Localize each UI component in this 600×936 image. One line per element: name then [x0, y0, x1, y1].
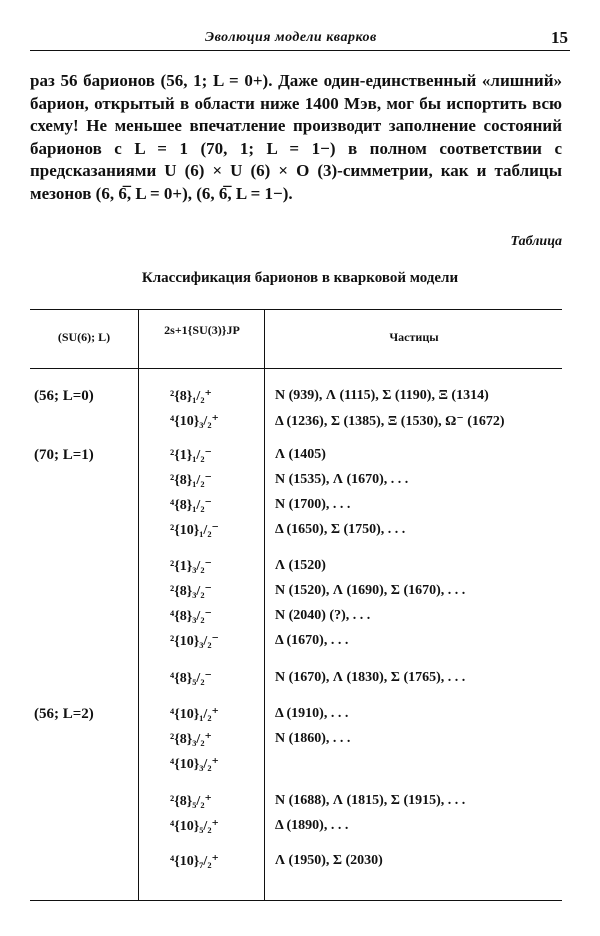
multiplet-cell: ²{1}₃/₂⁻ — [170, 559, 212, 574]
particles-cell: N (1700), . . . — [275, 497, 351, 512]
multiplet-cell: ²{8}₃/₂⁺ — [170, 732, 212, 747]
particles-cell: Δ (1670), . . . — [275, 633, 349, 648]
page-number: 15 — [551, 28, 568, 47]
table-column-divider-2 — [264, 309, 265, 901]
group-label: (70; L=1) — [34, 447, 94, 463]
multiplet-cell: ²{8}₅/₂⁺ — [170, 794, 212, 809]
particles-cell: N (1860), . . . — [275, 731, 351, 746]
table-bottom-rule — [30, 900, 562, 901]
particles-cell: Δ (1910), . . . — [275, 706, 349, 721]
particles-cell: N (2040) (?), . . . — [275, 608, 371, 623]
multiplet-cell: ²{10}₁/₂⁻ — [170, 523, 219, 538]
particles-cell: N (1670), Λ (1830), Σ (1765), . . . — [275, 670, 466, 685]
particles-cell: N (1688), Λ (1815), Σ (1915), . . . — [275, 793, 466, 808]
table-top-rule — [30, 309, 562, 310]
multiplet-cell: ⁴{10}₅/₂⁺ — [170, 819, 219, 834]
multiplet-cell: ²{8}₁/₂⁻ — [170, 473, 212, 488]
particles-cell: Δ (1236), Σ (1385), Ξ (1530), Ω⁻ (1672) — [275, 414, 505, 429]
particles-cell: N (1520), Λ (1690), Σ (1670), . . . — [275, 583, 466, 598]
multiplet-cell: ⁴{10}₁/₂⁺ — [170, 707, 219, 722]
group-label: (56; L=2) — [34, 706, 94, 722]
multiplet-cell: ⁴{8}₃/₂⁻ — [170, 609, 212, 624]
column-header-particles: Частицы — [389, 330, 439, 344]
particles-cell: Λ (1520) — [275, 558, 326, 573]
multiplet-cell: ²{8}₃/₂⁻ — [170, 584, 212, 599]
column-header-group: (SU(6); L) — [57, 330, 111, 344]
paragraph-text: раз 56 барионов (56, 1; L = 0+). Даже один-единственный «лишний» барион, открытый в области ниже 1400 Мэв, мог бы испортить всю схему! Не меньшее впечатление производит заполнение состояний барионов с L = 1 (70, 1; L = 1−) в полном соответствии с предсказаниями U (6) × U (6) × O (3)-симметрии, как и таблицы мезонов (6, 6̅, L = 0+), (6, 6̅, L = 1−). — [30, 71, 562, 203]
particles-cell: Δ (1890), . . . — [275, 818, 349, 833]
multiplet-cell: ⁴{8}₁/₂⁻ — [170, 498, 212, 513]
multiplet-cell: ⁴{8}₅/₂⁻ — [170, 671, 212, 686]
column-header-multiplet: 2s+1{SU(3)}JP — [164, 323, 240, 337]
header-rule — [30, 50, 570, 51]
multiplet-cell: ²{1}₁/₂⁻ — [170, 448, 212, 463]
particles-cell: N (1535), Λ (1670), . . . — [275, 472, 409, 487]
particles-cell: Λ (1405) — [275, 447, 326, 462]
body-paragraph — [30, 70, 562, 206]
running-header — [30, 28, 570, 50]
particles-cell: Δ (1650), Σ (1750), . . . — [275, 522, 406, 537]
multiplet-cell: ⁴{10}₃/₂⁺ — [170, 757, 219, 772]
multiplet-cell: ²{10}₃/₂⁻ — [170, 634, 219, 649]
group-label: (56; L=0) — [34, 388, 94, 404]
multiplet-cell: ⁴{10}₃/₂⁺ — [170, 414, 219, 429]
table-column-divider-1 — [138, 309, 139, 901]
multiplet-cell: ⁴{10}₇/₂⁺ — [170, 854, 219, 869]
multiplet-cell: ²{8}₁/₂⁺ — [170, 389, 212, 404]
particles-cell: Λ (1950), Σ (2030) — [275, 853, 383, 868]
table-caption: Классификация барионов в кварковой модели — [141, 270, 459, 286]
table-header-rule — [30, 368, 562, 369]
particles-cell: N (939), Λ (1115), Σ (1190), Ξ (1314) — [275, 388, 489, 403]
table-label: Таблица — [510, 234, 562, 249]
running-title: Эволюция модели кварков — [205, 30, 377, 45]
